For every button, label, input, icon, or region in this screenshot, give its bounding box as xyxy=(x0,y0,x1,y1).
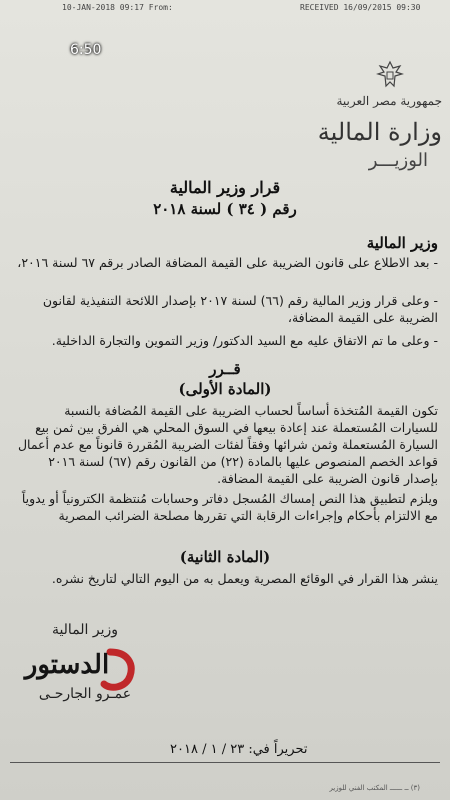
preamble-3: - وعلى ما تم الاتفاق عليه مع السيد الدكتور/ وزير التموين والتجارة الداخلية. xyxy=(51,333,438,348)
footer-divider xyxy=(10,762,440,763)
article-2-heading: (المادة الثانية) xyxy=(179,548,271,566)
status-time: 6:50 xyxy=(70,42,102,58)
republic-label: جمهورية مصر العربية xyxy=(336,94,442,108)
article-2-paragraph: ينشر هذا القرار في الوقائع المصرية ويعمل به من اليوم التالي لتاريخ نشره. xyxy=(51,571,438,586)
dostor-logo-text: الدستور xyxy=(24,650,110,680)
addressee-heading: وزير المالية xyxy=(366,234,438,252)
decided-heading: قــرر xyxy=(209,360,241,378)
minister-label: الوزيـــر xyxy=(368,150,428,171)
fax-header-right: RECEIVED 16/09/2015 09:30 xyxy=(300,3,421,12)
article-1-heading: (المادة الأولى) xyxy=(178,380,272,398)
signature-title: وزير المالية xyxy=(51,622,119,638)
decree-number: رقم ( ٣٤ ) لسنة ٢٠١٨ xyxy=(153,200,297,218)
ministry-label: وزارة المالية xyxy=(317,118,442,146)
article-1-paragraph-2: ويلزم لتطبيق هذا النص إمساك المُسجل دفاتر وحسابات مُنتظمة الكترونياً أو يدوياً مع الالتزام بأحكام وإجراءات الرقابة التي تقررها مصلحة الضرائب المصرية xyxy=(21,491,438,523)
footer-text: (٣) ــ ــــــ المكتب الفني للوزير xyxy=(329,784,420,792)
article-1-paragraph-1: تكون القيمة المُتخذة أساساً لحساب الضريبة على القيمة المُضافة بالنسبة للسيارات المُستعملة عند إعادة بيعها في السوق المحلي هي الفرق بين ثمن بيع السيارة المُستعملة وثمن شرائها وفقاً لفئات الضريبة المُقررة قانوناً مع عدم أعمال قواعد الخصم المنصوص عليها بالمادة (٢٢) من القانون رقم (٦٧) لسنة ٢٠١٦ بإصدار قانون الضريبة على القيمة المضافة. xyxy=(17,403,438,486)
eagle-emblem-icon xyxy=(376,60,404,90)
fax-header-left: 10-JAN-2018 09:17 From: xyxy=(62,3,173,12)
preamble-2: - وعلى قرار وزير المالية رقم (٦٦) لسنة ٢٠١٧ بإصدار اللائحة التنفيذية لقانون الضريبة على القيمة المضافة، xyxy=(42,293,438,325)
issue-date: تحريراً في: ٢٣ / ١ / ٢٠١٨ xyxy=(170,742,308,757)
preamble-1: - بعد الاطلاع على قانون الضريبة على القيمة المضافة الصادر برقم ٦٧ لسنة ٢٠١٦، xyxy=(17,255,438,270)
decree-title: قرار وزير المالية xyxy=(169,178,281,197)
signature-name: عمـرو الجارحـى xyxy=(38,686,132,702)
